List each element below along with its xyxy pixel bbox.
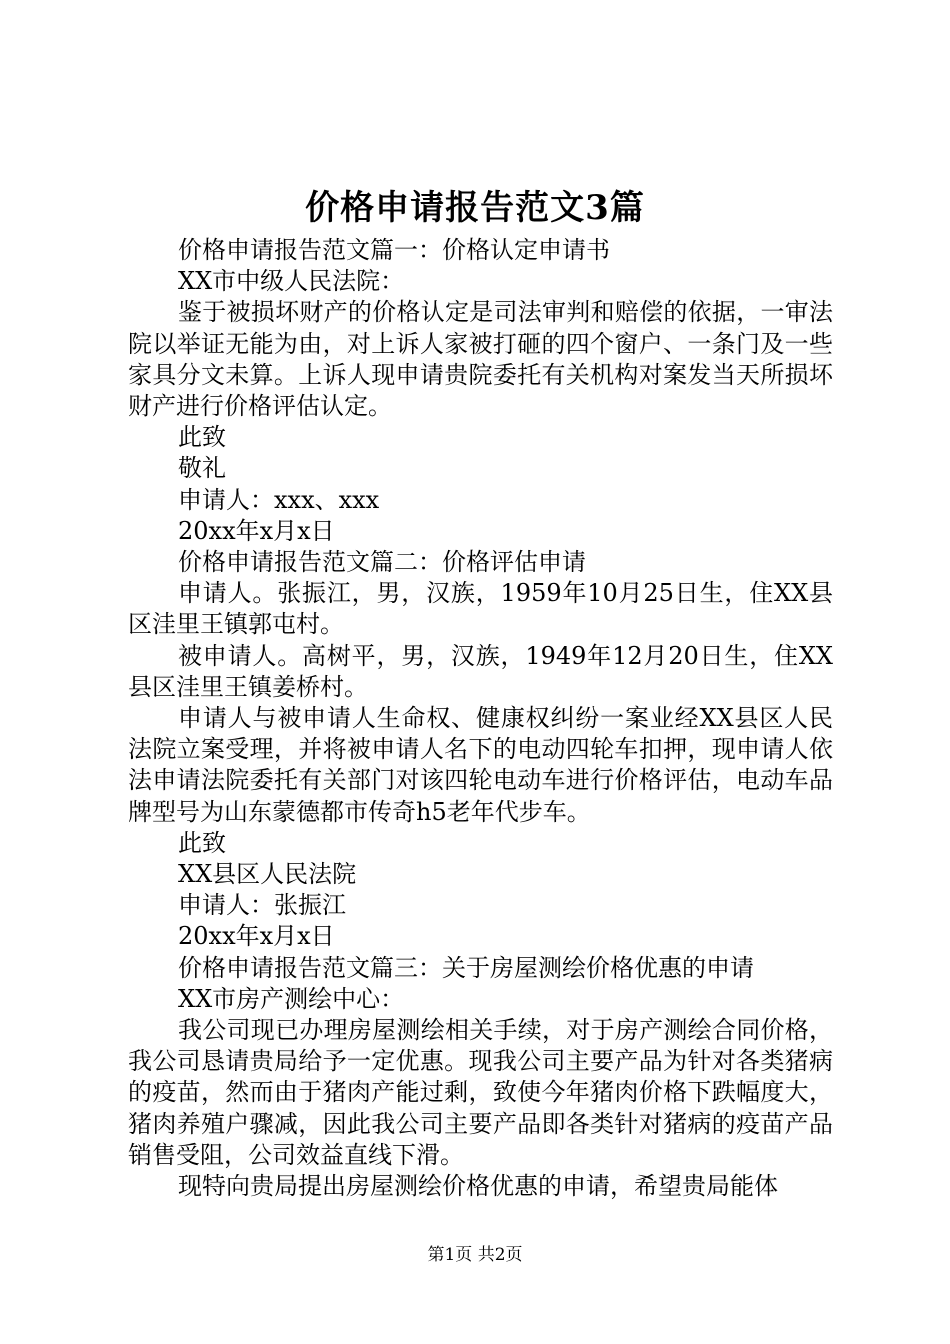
paragraph: 申请人与被申请人生命权、健康权纠纷一案业经XX县区人民法院立案受理，并将被申请人名下的电动四轮车扣押，现申请人依法申请法院委托有关部门对该四轮电动车进行价格评估，电动车品牌型号为山东蒙德都市传奇h5老年代步车。: [128, 704, 833, 826]
paragraph: 20xx年x月x日: [178, 516, 335, 545]
paragraph: 敬礼: [178, 454, 226, 483]
document-body: [128, 235, 833, 1202]
paragraph: 20xx年x月x日: [178, 922, 335, 951]
paragraph: 我公司现已办理房屋测绘相关手续，对于房产测绘合同价格，我公司恳请贵局给予一定优惠。现我公司主要产品为针对各类猪病的疫苗，然而由于猪肉产能过剩，致使今年猪肉价格下跌幅度大，猪肉养殖户骤减，因此我公司主要产品即各类针对猪病的疫苗产品销售受阻，公司效益直线下滑。: [128, 1016, 833, 1169]
paragraph: 申请人：xxx、xxx: [178, 485, 380, 514]
paragraph: 此致: [178, 828, 226, 857]
paragraph: 被申请人。高树平，男，汉族，1949年12月20日生，住XX县区洼里王镇姜桥村。: [128, 641, 833, 701]
paragraph: 价格申请报告范文篇一：价格认定申请书: [178, 236, 610, 264]
document-title: 价格申请报告范文3篇: [305, 188, 645, 228]
paragraph: 申请人。张振江，男，汉族，1959年10月25日生，住XX县区洼里王镇郭屯村。: [128, 579, 833, 639]
paragraph: 此致: [178, 423, 226, 452]
paragraph: 价格申请报告范文篇二：价格评估申请: [178, 548, 586, 577]
paragraph: 价格申请报告范文篇三：关于房屋测绘价格优惠的申请: [178, 953, 754, 982]
paragraph: XX市中级人民法院：: [178, 267, 405, 296]
paragraph: 现特向贵局提出房屋测绘价格优惠的申请，希望贵局能体: [178, 1172, 778, 1201]
paragraph: XX市房产测绘中心：: [178, 984, 405, 1013]
page-number-footer: 第1页 共2页: [427, 1245, 523, 1265]
paragraph: 申请人：张振江: [178, 891, 346, 920]
paragraph: XX县区人民法院: [178, 860, 357, 889]
paragraph: 鉴于被损坏财产的价格认定是司法审判和赔偿的依据，一审法院以举证无能为由，对上诉人家被打砸的四个窗户、一条门及一些家具分文未算。上诉人现申请贵院委托有关机构对案发当天所损坏财产进行价格评估认定。: [128, 298, 833, 421]
